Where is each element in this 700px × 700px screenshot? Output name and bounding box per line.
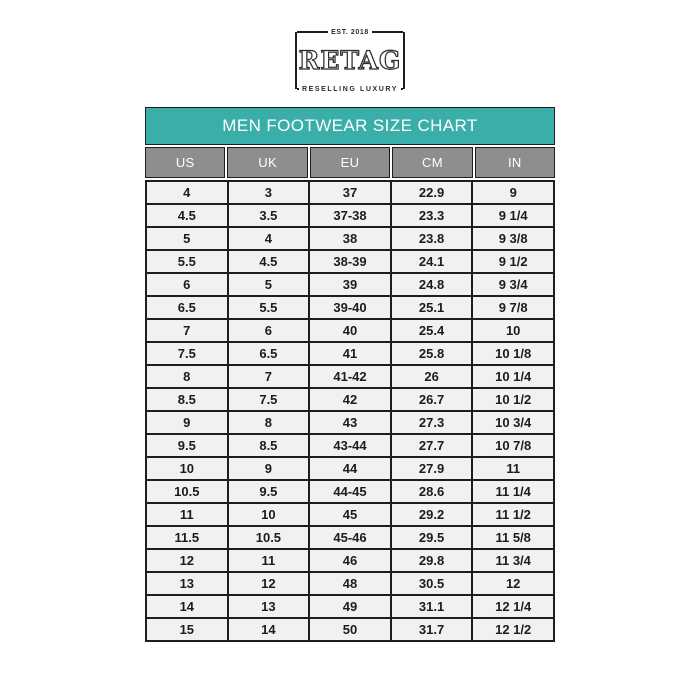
table-cell: 14 (228, 618, 310, 641)
table-cell: 7 (228, 365, 310, 388)
table-cell: 12 (146, 549, 228, 572)
table-row (146, 365, 554, 388)
table-cell: 40 (309, 319, 391, 342)
table-cell: 9 3/8 (472, 227, 554, 250)
table-row (146, 181, 554, 204)
table-cell: 6 (228, 319, 310, 342)
table-cell: 4 (146, 181, 228, 204)
table-cell: 39-40 (309, 296, 391, 319)
table-cell: 39 (309, 273, 391, 296)
table-cell: 5.5 (146, 250, 228, 273)
table-row (146, 388, 554, 411)
table-cell: 13 (146, 572, 228, 595)
brand-name: RETAG (298, 46, 402, 75)
logo-tagline-row (297, 84, 403, 94)
table-row (146, 342, 554, 365)
table-cell: 24.1 (391, 250, 473, 273)
table-cell: 9 1/2 (472, 250, 554, 273)
logo-est-label: EST. 2018 (331, 28, 369, 36)
table-cell: 11.5 (146, 526, 228, 549)
table-cell: 9 1/4 (472, 204, 554, 227)
column-header-eu: EU (310, 147, 390, 178)
table-row (146, 595, 554, 618)
table-cell: 9 (472, 181, 554, 204)
retag-logo (295, 28, 405, 93)
table-cell: 12 1/4 (472, 595, 554, 618)
size-table-body (146, 181, 554, 641)
table-row (146, 227, 554, 250)
table-cell: 45-46 (309, 526, 391, 549)
table-cell: 9 3/4 (472, 273, 554, 296)
chart-title: MEN FOOTWEAR SIZE CHART (145, 107, 555, 145)
table-cell: 4 (228, 227, 310, 250)
table-cell: 30.5 (391, 572, 473, 595)
table-cell: 8 (146, 365, 228, 388)
table-cell: 26 (391, 365, 473, 388)
table-cell: 11 1/4 (472, 480, 554, 503)
table-cell: 27.3 (391, 411, 473, 434)
table-cell: 8 (228, 411, 310, 434)
size-chart-table (145, 180, 555, 642)
table-cell: 29.5 (391, 526, 473, 549)
table-row (146, 549, 554, 572)
column-header-us: US (145, 147, 225, 178)
column-header-uk: UK (227, 147, 307, 178)
table-cell: 12 1/2 (472, 618, 554, 641)
table-row (146, 273, 554, 296)
table-cell: 11 1/2 (472, 503, 554, 526)
table-cell: 3.5 (228, 204, 310, 227)
table-cell: 10 1/8 (472, 342, 554, 365)
table-cell: 41-42 (309, 365, 391, 388)
table-cell: 26.7 (391, 388, 473, 411)
table-cell: 49 (309, 595, 391, 618)
table-cell: 48 (309, 572, 391, 595)
table-cell: 38 (309, 227, 391, 250)
column-header-row (145, 147, 555, 178)
table-cell: 14 (146, 595, 228, 618)
table-cell: 46 (309, 549, 391, 572)
table-cell: 8.5 (228, 434, 310, 457)
table-row (146, 434, 554, 457)
table-cell: 29.2 (391, 503, 473, 526)
table-cell: 12 (228, 572, 310, 595)
table-cell: 11 (472, 457, 554, 480)
table-cell: 44-45 (309, 480, 391, 503)
table-cell: 7.5 (228, 388, 310, 411)
table-cell: 42 (309, 388, 391, 411)
brand-tagline: RESELLING LUXURY (301, 85, 399, 93)
table-cell: 37 (309, 181, 391, 204)
logo-est-row (297, 27, 403, 37)
table-row (146, 618, 554, 641)
table-cell: 4.5 (146, 204, 228, 227)
table-cell: 28.6 (391, 480, 473, 503)
table-cell: 10 3/4 (472, 411, 554, 434)
table-cell: 15 (146, 618, 228, 641)
table-cell: 5.5 (228, 296, 310, 319)
table-cell: 29.8 (391, 549, 473, 572)
table-row (146, 526, 554, 549)
table-cell: 10 1/2 (472, 388, 554, 411)
table-cell: 38-39 (309, 250, 391, 273)
table-cell: 4.5 (228, 250, 310, 273)
table-cell: 5 (228, 273, 310, 296)
table-cell: 44 (309, 457, 391, 480)
table-cell: 10 (472, 319, 554, 342)
table-cell: 3 (228, 181, 310, 204)
table-cell: 9 7/8 (472, 296, 554, 319)
table-cell: 25.8 (391, 342, 473, 365)
table-row (146, 296, 554, 319)
table-cell: 25.1 (391, 296, 473, 319)
table-row (146, 572, 554, 595)
size-chart (145, 107, 555, 642)
table-cell: 9 (228, 457, 310, 480)
table-cell: 10 7/8 (472, 434, 554, 457)
table-cell: 9.5 (146, 434, 228, 457)
table-cell: 5 (146, 227, 228, 250)
table-cell: 10 1/4 (472, 365, 554, 388)
table-cell: 8.5 (146, 388, 228, 411)
table-cell: 31.1 (391, 595, 473, 618)
table-cell: 7.5 (146, 342, 228, 365)
table-row (146, 503, 554, 526)
table-cell: 22.9 (391, 181, 473, 204)
table-cell: 13 (228, 595, 310, 618)
table-cell: 9 (146, 411, 228, 434)
table-cell: 50 (309, 618, 391, 641)
table-cell: 10.5 (146, 480, 228, 503)
table-row (146, 250, 554, 273)
table-cell: 45 (309, 503, 391, 526)
table-row (146, 204, 554, 227)
table-row (146, 457, 554, 480)
table-cell: 7 (146, 319, 228, 342)
table-cell: 11 3/4 (472, 549, 554, 572)
table-cell: 25.4 (391, 319, 473, 342)
table-row (146, 319, 554, 342)
table-cell: 11 5/8 (472, 526, 554, 549)
table-cell: 31.7 (391, 618, 473, 641)
logo-border-box (295, 28, 405, 93)
table-cell: 27.7 (391, 434, 473, 457)
table-cell: 6.5 (146, 296, 228, 319)
table-row (146, 411, 554, 434)
table-cell: 11 (228, 549, 310, 572)
table-cell: 6.5 (228, 342, 310, 365)
table-cell: 10 (228, 503, 310, 526)
table-cell: 43 (309, 411, 391, 434)
column-header-cm: CM (392, 147, 472, 178)
table-cell: 27.9 (391, 457, 473, 480)
table-cell: 10 (146, 457, 228, 480)
table-cell: 6 (146, 273, 228, 296)
table-cell: 23.8 (391, 227, 473, 250)
table-cell: 23.3 (391, 204, 473, 227)
table-cell: 41 (309, 342, 391, 365)
table-cell: 9.5 (228, 480, 310, 503)
table-cell: 10.5 (228, 526, 310, 549)
column-header-in: IN (475, 147, 555, 178)
table-row (146, 480, 554, 503)
table-cell: 24.8 (391, 273, 473, 296)
table-cell: 37-38 (309, 204, 391, 227)
table-cell: 11 (146, 503, 228, 526)
table-cell: 12 (472, 572, 554, 595)
table-cell: 43-44 (309, 434, 391, 457)
